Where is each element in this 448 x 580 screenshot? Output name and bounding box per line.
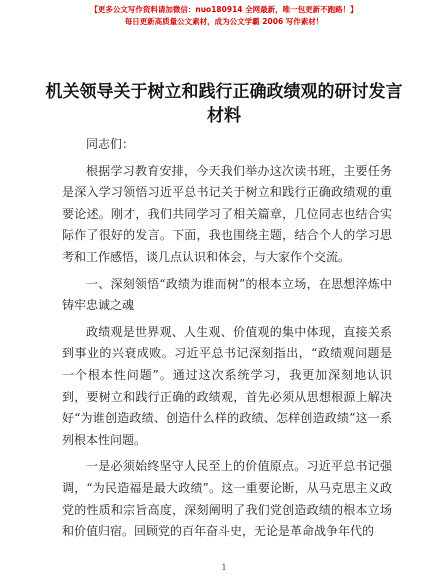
intro-paragraph: 根据学习教育安排，今天我们举办这次读书班，主要任务是深入学习领悟习近平总书记关于树立和践行正确政绩观的重要论述。刚才，我们共同学习了相关篇章，几位同志也结合实际作了很好的发言。下面，我也围绕主题，结合个人的学习思考和工作感悟，谈几点认识和体会，与大家作个交流。 (62, 163, 392, 264)
document-title: 机关领导关于树立和践行正确政绩观的研讨发言材料 (45, 82, 403, 126)
promo-banner (0, 4, 448, 28)
promo-line-1: 【更多公文写作资料请加微信：nuo180914 全网最新，唯一包更新不跑路！】 (90, 5, 358, 14)
section-heading: 一、深刻领悟“政绩为谁而树”的根本立场，在思想淬炼中铸牢忠诚之魂 (62, 276, 392, 313)
promo-line-2: 每日更新高质量公文素材，成为公文学霸 2006 写作素材！ (124, 17, 324, 26)
section-paragraph: 政绩观是世界观、人生观、价值观的集中体现，直接关系到事业的兴衰成败。习近平总书记深刻指出，“政绩观问题是一个根本性问题”。通过这次系统学习，我更加深刻地认识到，要树立和践行正确的政绩观，首先必须从思想根源上解决好“为谁创造政绩、创造什么样的政绩、怎样创造政绩”这一系列根本性问题。 (62, 324, 392, 447)
document-body (62, 134, 392, 548)
page-number: 1 (221, 563, 227, 572)
section-paragraph: 一是必须始终坚守人民至上的价值原点。习近平总书记强调，“为民造福是最大政绩”。这一重要论断，从马克思主义政党的性质和宗旨高度，深刻阐明了我们党创造政绩的根本立场和价值归宿。回顾党的百年奋斗史，无论是革命战争年代的 (62, 459, 392, 539)
salutation: 同志们： (86, 137, 135, 151)
